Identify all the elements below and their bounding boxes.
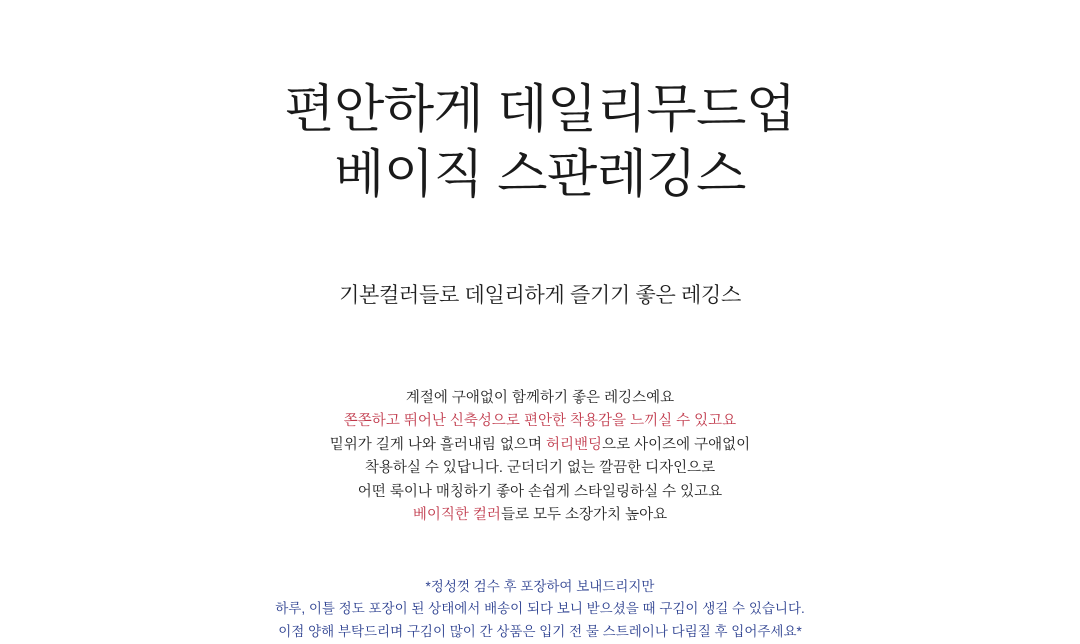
page-title-line-2: 베이직 스판레깅스 [334,146,746,204]
description-text: 어떤 룩이나 매칭하기 좋아 손쉽게 스타일링하실 수 있고요 [357,483,723,500]
notice-line: 이점 양해 부탁드리며 구김이 많이 간 상품은 입기 전 물 스트레이나 다림질 후 입어주세요* [278,624,802,640]
description-line [330,457,750,480]
description-text: 밑위가 길게 나와 흘러내림 없으며 [329,436,547,453]
description-text: 계절에 구애없이 함께하기 좋은 레깅스예요 [405,389,675,406]
description-text: 들로 모두 소장가치 높아요 [500,507,668,524]
description-accent-text: 허리밴딩 [546,436,603,453]
description-line [330,434,750,457]
description-accent-text: 쫀쫀하고 뛰어난 신축성으로 편안한 착용감을 느끼실 수 있고요 [343,413,737,430]
description-line [330,481,750,504]
page-title [284,78,795,208]
notice-line: 하루, 이틀 정도 포장이 된 상태에서 배송이 되다 보니 받으셨을 때 구김이 생길 수 있습니다. [275,601,805,617]
page-title-line-1: 편안하게 데일리무드업 [284,81,796,139]
notice-line: *정성껏 검수 후 포장하여 보내드리지만 [425,578,655,594]
notice-block [275,576,805,644]
description-text: 착용하실 수 있답니다. 군더더기 없는 깔끔한 디자인으로 [364,460,716,477]
description-accent-text: 베이직한 컬러 [412,507,501,524]
description-text: 으로 사이즈에 구애없이 [602,436,751,453]
description-line [330,387,750,410]
description-line [330,504,750,527]
description-line [330,410,750,433]
page-subtitle: 기본컬러들로 데일리하게 즐기기 좋은 레깅스 [339,283,741,307]
description-block [330,387,750,528]
